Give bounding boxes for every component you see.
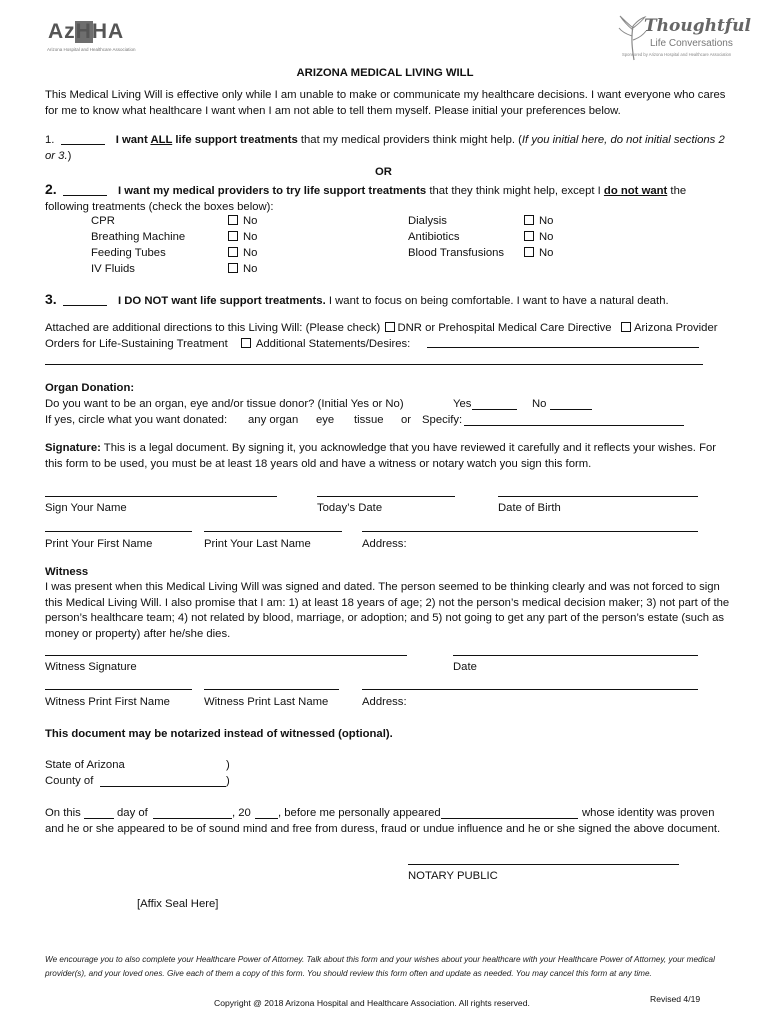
organ-donor-question: Do you want to be an organ, eye and/or tissue donor? (Initial Yes or No): [45, 398, 404, 410]
organ-no-label: No: [532, 398, 547, 410]
option-1-text: that my medical providers think might help. (: [297, 134, 522, 146]
azhha-logo-subtext: Arizona Hospital and Healthcare Association: [47, 47, 136, 52]
organ-specify-field[interactable]: [464, 425, 684, 426]
notary-person-field[interactable]: [441, 818, 578, 819]
treatment-blood-transfusions: Blood Transfusions: [408, 247, 505, 259]
notary-line-2: and he or she appeared to be of sound mind and free from duress, fraud or undue influence and he or she signed the above document.: [45, 823, 721, 835]
option-3: [45, 292, 669, 308]
footer-note: We encourage you to also complete your Healthcare Power of Attorney. Talk about this form and your wishes about your healthcare with your Healthcare Power of Attorney, your medical provider(s), and your loved ones. Give each of them a copy of this form. You should review this form often and update as needed. You may cancel this form at any time.: [45, 955, 715, 978]
last-name-label: Print Your Last Name: [204, 538, 311, 550]
organ-tissue[interactable]: tissue: [354, 414, 384, 426]
witness-paragraph: I was present when this Medical Living Will was signed and dated. The person seemed to be thinking clearly and was not forced to sign this Medical Living Will. I also promise that I am: 1) at least 18 years of age; 2) not the person’s medical decision maker; 3) not part of the person’s healthcare team; 4) not related by blood, marriage, or adoption; and 5) not going to get any part of the person’s estate (such as money or property) after he/she dies.: [45, 581, 730, 640]
notary-day-field[interactable]: [84, 818, 114, 819]
option-1-initial-field[interactable]: [61, 144, 105, 145]
notary-whose: whose identity was proven: [582, 807, 715, 819]
signature-label: Signature:: [45, 442, 101, 454]
witness-signature-line[interactable]: [45, 655, 407, 656]
option-2-bold: I want my medical providers to try life support treatments: [117, 185, 427, 197]
sign-name-label: Sign Your Name: [45, 502, 127, 514]
witness-heading: Witness: [45, 566, 89, 578]
antibiotics-no-checkbox[interactable]: No: [524, 230, 553, 244]
first-name-line[interactable]: [45, 531, 192, 532]
revised-date: Revised 4/19: [650, 994, 701, 1004]
additional-statements-checkbox[interactable]: [241, 338, 251, 348]
additional-statements-line-1[interactable]: [427, 347, 699, 348]
witness-signature-label: Witness Signature: [45, 661, 137, 673]
address-label: Address:: [362, 538, 407, 550]
witness-last-name-line[interactable]: [204, 689, 339, 690]
notary-public-line[interactable]: [408, 864, 679, 865]
option-1-number: 1.: [45, 134, 55, 146]
thoughtful-script: Thoughtful: [644, 16, 751, 36]
option-1-close: ): [67, 149, 72, 162]
dialysis-no-checkbox[interactable]: No: [524, 214, 553, 228]
witness-address-line[interactable]: [362, 689, 698, 690]
treatment-iv-fluids: IV Fluids: [91, 263, 135, 275]
azhha-logo-text: AzHHA: [48, 20, 125, 43]
option-1: [45, 133, 730, 164]
witness-date-label: Date: [453, 661, 477, 673]
dob-label: Date of Birth: [498, 502, 561, 514]
todays-date-label: Today’s Date: [317, 502, 383, 514]
witness-last-name-label: Witness Print Last Name: [204, 696, 329, 708]
sign-name-line[interactable]: [45, 496, 277, 497]
todays-date-line[interactable]: [317, 496, 455, 497]
or-label: OR: [375, 166, 392, 178]
county-field[interactable]: [100, 786, 226, 787]
page-title: ARIZONA MEDICAL LIVING WILL: [296, 67, 474, 79]
signature-text: This is a legal document. By signing it, you acknowledge that you have reviewed it carefully and it reflects your wishes. For this form to be used, you must be at least 18 years old and have a witness or notary watch you sign this form.: [45, 442, 717, 470]
treatment-feeding-tubes: Feeding Tubes: [91, 247, 166, 259]
organ-eye[interactable]: eye: [316, 414, 335, 426]
cpr-no-checkbox[interactable]: No: [228, 214, 257, 228]
intro-paragraph: This Medical Living Will is effective only while I am unable to make or communicate my healthcare decisions. I want everyone who cares for me to know what healthcare I want when I am not able to tell them myself. Please initial your preferences below.: [45, 89, 726, 117]
organ-any-organ[interactable]: any organ: [248, 414, 299, 426]
affix-seal-label: [Affix Seal Here]: [137, 898, 219, 910]
azhha-logo: [46, 18, 136, 60]
notary-year-field[interactable]: [255, 818, 278, 819]
signature-paragraph: [45, 441, 730, 472]
address-line[interactable]: [362, 531, 698, 532]
treatment-breathing-machine: Breathing Machine: [91, 231, 186, 243]
attached-lead: Attached are additional directions to this Living Will: (Please check): [45, 322, 381, 334]
dob-line[interactable]: [498, 496, 698, 497]
notary-day-of: day of: [117, 807, 148, 819]
witness-address-label: Address:: [362, 696, 407, 708]
county-label: County of: [45, 775, 94, 787]
logo-sponsor-text: Sponsored by Arizona Hospital and Healthcare Association: [622, 52, 732, 57]
option-2-number: 2.: [45, 181, 57, 197]
option-2-initial-field[interactable]: [63, 195, 107, 196]
organ-or: or: [401, 414, 412, 426]
option-2-text: that they think might help, except I: [426, 185, 604, 197]
thoughtful-life-logo: [614, 14, 751, 62]
option-3-number: 3.: [45, 291, 57, 307]
additional-statements-label: Additional Statements/Desires:: [255, 337, 411, 350]
option-1-note: If you initial here, do not initial sections 2 or 3.: [45, 134, 725, 162]
option-2: [45, 182, 730, 215]
treatment-antibiotics: Antibiotics: [408, 231, 460, 243]
organ-specify-label: Specify:: [422, 414, 463, 426]
notary-public-label: NOTARY PUBLIC: [408, 870, 498, 882]
option-2-text-2: the following treatments (check the boxes below):: [45, 185, 687, 213]
option-1-all: ALL: [150, 134, 173, 146]
first-name-label: Print Your First Name: [45, 538, 153, 550]
option-3-initial-field[interactable]: [63, 305, 107, 306]
arizona-provider-label: Arizona Provider Orders for Life-Sustaining Treatment: [45, 322, 718, 350]
life-conversations-text: Life Conversations: [650, 38, 733, 49]
blood-transfusions-no-checkbox[interactable]: No: [524, 246, 553, 260]
feeding-tubes-no-checkbox[interactable]: No: [228, 246, 257, 260]
option-3-text: I want to focus on being comfortable. I want to have a natural death.: [325, 295, 669, 307]
iv-fluids-no-checkbox[interactable]: No: [228, 262, 257, 276]
witness-date-line[interactable]: [453, 655, 698, 656]
witness-first-name-line[interactable]: [45, 689, 192, 690]
notary-year-prefix: , 20: [232, 807, 251, 819]
last-name-line[interactable]: [204, 531, 342, 532]
treatment-cpr: CPR: [91, 215, 115, 227]
dnr-label: DNR or Prehospital Medical Care Directive: [397, 322, 612, 334]
witness-first-name-label: Witness Print First Name: [45, 696, 170, 708]
treatment-dialysis: Dialysis: [408, 215, 447, 227]
notary-on-this: On this: [45, 807, 81, 819]
organ-yes-label: Yes: [453, 398, 472, 410]
additional-statements-line-2[interactable]: [45, 364, 703, 365]
notary-appeared: , before me personally appeared: [278, 807, 441, 819]
state-paren: ): [226, 759, 230, 771]
breathing-machine-no-checkbox[interactable]: No: [228, 230, 257, 244]
organ-no-initial-field[interactable]: [550, 409, 592, 410]
option-1-bold-a: I want: [115, 134, 151, 146]
organ-yes-initial-field[interactable]: [472, 409, 517, 410]
notary-heading: This document may be notarized instead of witnessed (optional).: [45, 728, 393, 740]
option-2-do-not-want: do not want: [603, 185, 668, 197]
option-3-bold: I DO NOT want life support treatments.: [117, 295, 326, 307]
organ-circle-question: If yes, circle what you want donated:: [45, 414, 228, 426]
option-1-bold-b: life support treatments: [172, 134, 298, 146]
notary-month-field[interactable]: [153, 818, 232, 819]
organ-donation-heading: Organ Donation:: [45, 382, 135, 394]
county-paren: ): [226, 775, 230, 787]
copyright: Copyright @ 2018 Arizona Hospital and Healthcare Association. All rights reserved.: [214, 998, 530, 1008]
state-label: State of Arizona: [45, 759, 125, 771]
